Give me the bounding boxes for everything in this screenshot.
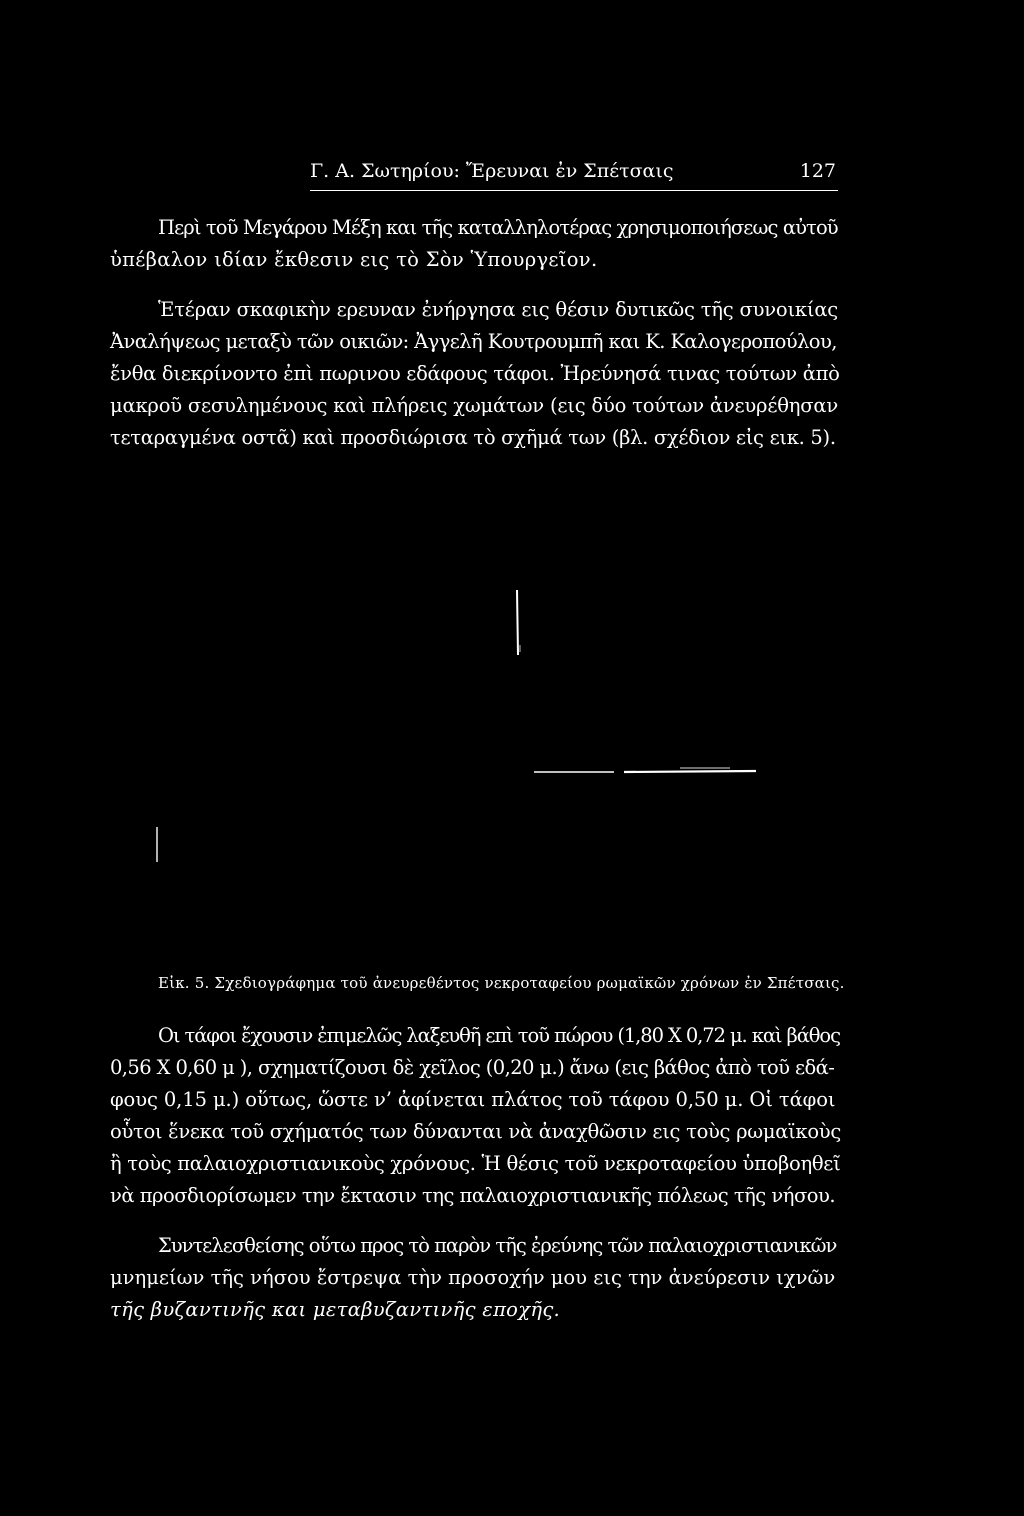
text-line: ἢ τοὺς παλαιοχριστιανικοὺς χρόνους. Ἡ θέσις τοῦ νεκροταφείου ὑποβοηθεῖ	[110, 1152, 841, 1175]
text-line: Περὶ τοῦ Μεγάρου Μέξη και τῆς καταλληλοτέρας χρησιμοποιήσεως αὐτοῦ	[158, 216, 838, 239]
header-title: Γ. Α. Σωτηρίου: Ἔρευναι ἐν Σπέτσαις	[310, 160, 674, 182]
paragraph-tombs	[110, 1020, 840, 1212]
text-line: νὰ προσδιορίσωμεν την ἔκτασιν της παλαιοχριστιανικῆς πόλεως τῆς νήσου.	[110, 1184, 836, 1207]
text-line: οὗτοι ἕνεκα τοῦ σχήματός των δύνανται νὰ ἀναχθῶσιν εις τοὺς ρωμαϊκοὺς	[110, 1120, 841, 1143]
paragraph-conclusion	[110, 1230, 840, 1326]
figure-vertical-mark	[517, 590, 518, 655]
text-line: μνημείων τῆς νήσου ἔστρεψα τὴν προσοχήν μου εις την ἀνεύρεσιν ιχνῶν	[110, 1266, 836, 1289]
text-line: ἔνθα διεκρίνοντο ἐπὶ πωρινου εδάφους τάφοι. Ἠρεύνησά τινας τούτων ἀπὸ	[110, 362, 840, 385]
figure-horizontal-mark	[624, 771, 756, 772]
text-line: Ἑτέραν σκαφικὴν ερευναν ἐνήργησα εις θέσιν δυτικῶς τῆς συνοικίας	[158, 298, 839, 321]
paragraph-megaron	[110, 212, 840, 276]
text-line: τεταραγμένα οστᾶ) καὶ προσδιώρισα τὸ σχῆμά των (βλ. σχέδιον εἰς εικ. 5).	[110, 426, 836, 449]
page-number: 127	[799, 160, 836, 182]
figure-caption: Εἰκ. 5. Σχεδιογράφημα τοῦ ἀνευρεθέντος νεκροταφείου ρωμαϊκῶν χρόνων ἐν Σπέτσαις.	[158, 974, 845, 992]
text-line: μακροῦ σεσυλημένους καὶ πλήρεις χωμάτων (εις δύο τούτων ἀνευρέθησαν	[110, 394, 838, 417]
running-header	[310, 160, 838, 191]
text-line: Οι τάφοι ἔχουσιν ἐπιμελῶς λαξευθῆ επὶ τοῦ πώρου (1,80 X 0,72 μ. καὶ βάθος	[158, 1024, 840, 1047]
text-line: φους 0,15 μ.) οὕτως, ὥστε ν’ ἀφίνεται πλάτος τοῦ τάφου 0,50 μ. Οἱ τάφοι	[110, 1088, 836, 1111]
text-line: 0,56 X 0,60 μ ), σχηματίζουσι δὲ χεῖλος (0,20 μ.) ἄνω (εις βάθος ἀπὸ τοῦ εδά-	[110, 1056, 835, 1079]
paragraph-excavation	[110, 294, 840, 454]
text-line: ὑπέβαλον ιδίαν ἔκθεσιν εις τὸ Σὸν Ὑπουργεῖον.	[110, 248, 598, 271]
text-line: Συντελεσθείσης οὕτω προς τὸ παρὸν τῆς ἐρεύνης τῶν παλαιοχριστιανικῶν	[158, 1234, 837, 1257]
text-line: Ἀναλήψεως μεταξὺ τῶν οικιῶν: Ἀγγελῆ Κουτρουμπῆ και Κ. Καλογεροπούλου,	[110, 330, 837, 353]
text-line: τῆς βυζαντινῆς και μεταβυζαντινῆς εποχῆς.	[110, 1298, 561, 1321]
